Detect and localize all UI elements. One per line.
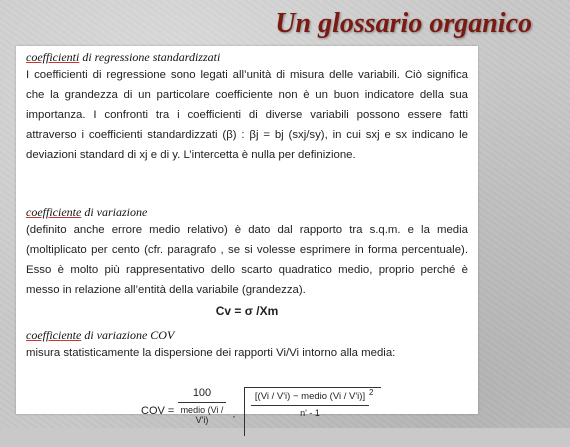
cov-fraction [178,387,226,425]
paragraph-standardized-coefficients: I coefficienti di regressione sono legati all’unità di misura delle variabili. Ciò significa che la grandezza di un particolare coefficiente non è un buon indicatore della sua importanza. I confronti tra i coefficienti di diverse variabili possono essere fatti attraverso i coefficienti standardizzati (β) : βj = bj (sxj/sy), in cui sxj e sx indicano le deviazioni standard di xj e di y. L’intercetta è nulla per definizione. [26,69,468,161]
term-rest: di variazione [81,205,148,219]
cov-denominator: medio (Vi / V'i) [180,405,224,425]
document-content [16,46,478,447]
term-underlined: coefficienti [26,50,80,64]
sqrt-numerator: [(Vi / V'i) − medio (Vi / V'i)] [254,391,366,402]
sqrt-denominator: n' - 1 [300,408,320,418]
term-rest: di regressione standardizzati [79,50,221,64]
term-heading-cov [26,328,468,343]
document-panel [16,46,478,425]
exponent: 2 [369,388,374,397]
paragraph-cov: misura statisticamente la dispersione dei rapporti Vi/Vi intorno alla media: [26,347,396,359]
square-root [244,387,381,436]
slide-title: Un glossario organico [275,8,532,39]
term-heading-coefficient-of-variation [26,205,468,220]
formula-cov [26,387,468,447]
paragraph-coefficient-of-variation: (definito anche errore medio relativo) è dato dal rapporto tra s.q.m. e la media (moltiplicato per cento (cfr. paragrafo , se si volesse esprimere in forma percentuale). Esso è molto più rappresentativo dello scarto quadratico medio, proprio perché è messo in relazione all’entità della variabile (grandezza). [26,224,468,296]
term-underlined: coefficiente [26,205,82,219]
formula-cv: Cv = σ /Xm [215,304,279,318]
term-underlined: coefficiente [26,328,82,342]
term-heading-standardized-coefficients [26,50,468,65]
multiply-dot: · [232,409,236,423]
sqrt-fraction [251,391,369,418]
term-rest: di variazione COV [81,328,175,342]
cov-numerator: 100 [192,387,212,399]
cov-label: COV = [141,405,175,417]
